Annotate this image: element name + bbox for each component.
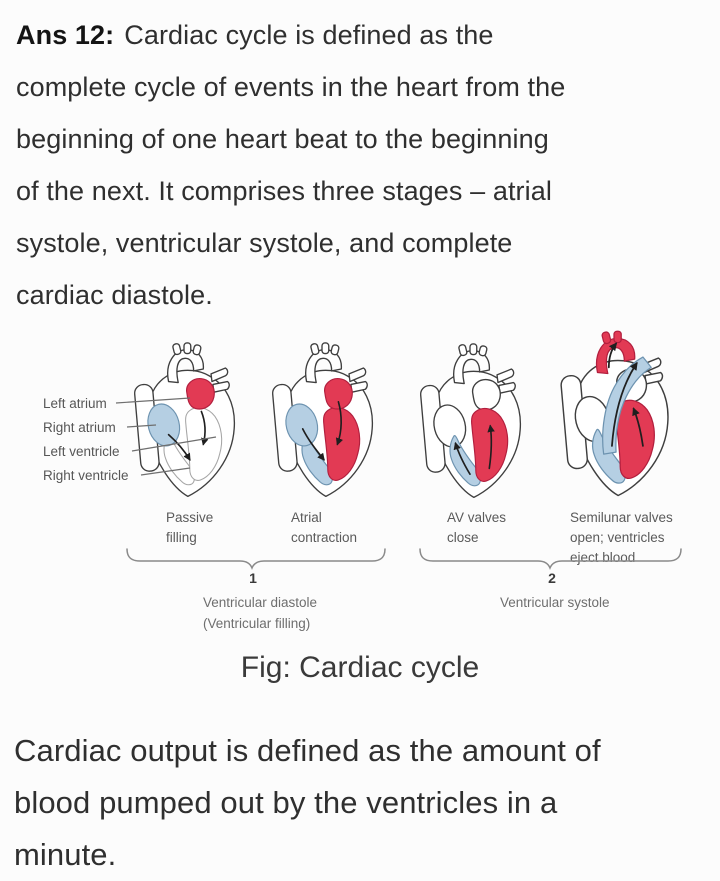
answer-line: beginning of one heart beat to the beginning [16, 124, 549, 154]
phase-number-1: 1 [249, 570, 257, 586]
answer-line: cardiac diastole. [16, 280, 213, 310]
phase-number-2: 2 [548, 570, 556, 586]
answer-number-label: Ans 12: [16, 20, 115, 50]
heart-illustration-passive-filling [126, 342, 242, 506]
anatomy-label-left-atrium: Left atrium [43, 396, 107, 411]
stage-caption-av-valves-close: AV valves close [447, 510, 507, 545]
answer-line: systole, ventricular systole, and complete [16, 228, 513, 258]
stage-caption-passive-filling: Passive filling [166, 510, 214, 545]
stage-caption-atrial-contraction: Atrial contraction [291, 510, 358, 545]
figure-caption: Fig: Cardiac cycle [240, 651, 480, 684]
answer-line [16, 9, 704, 61]
phase-label-ventricular-systole: Ventricular systole [500, 595, 610, 610]
body-line: minute. [14, 837, 117, 872]
anatomy-label-right-atrium: Right atrium [43, 420, 116, 435]
stage-caption-semilunar-valves: Semilunar valves open; ventricles eject blood [570, 510, 673, 565]
heart-illustration-semilunar-valves-open [552, 330, 676, 506]
answer-line: complete cycle of events in the heart from the [16, 72, 566, 102]
heart-illustration-av-valves-close [412, 343, 528, 507]
anatomy-label-right-ventricle: Right ventricle [43, 468, 129, 483]
body-line: blood pumped out by the ventricles in a [14, 785, 558, 820]
left-atrium-filled [187, 379, 215, 409]
cardiac-output-paragraph [0, 685, 720, 881]
answer-line-text: Cardiac cycle is defined as the [124, 20, 494, 50]
left-atrium-empty [473, 380, 501, 410]
anatomy-label-left-ventricle: Left ventricle [43, 444, 120, 459]
answer-paragraph [0, 0, 720, 321]
heart-illustration-atrial-contraction [264, 342, 380, 506]
phase-label-ventricular-diastole: Ventricular diastole (Ventricular filling) [203, 595, 318, 631]
answer-line: of the next. It comprises three stages – atrial [16, 176, 552, 206]
body-line: Cardiac output is defined as the amount of [14, 733, 601, 768]
cardiac-cycle-diagram [0, 322, 720, 642]
phase-brace-1 [127, 549, 385, 568]
